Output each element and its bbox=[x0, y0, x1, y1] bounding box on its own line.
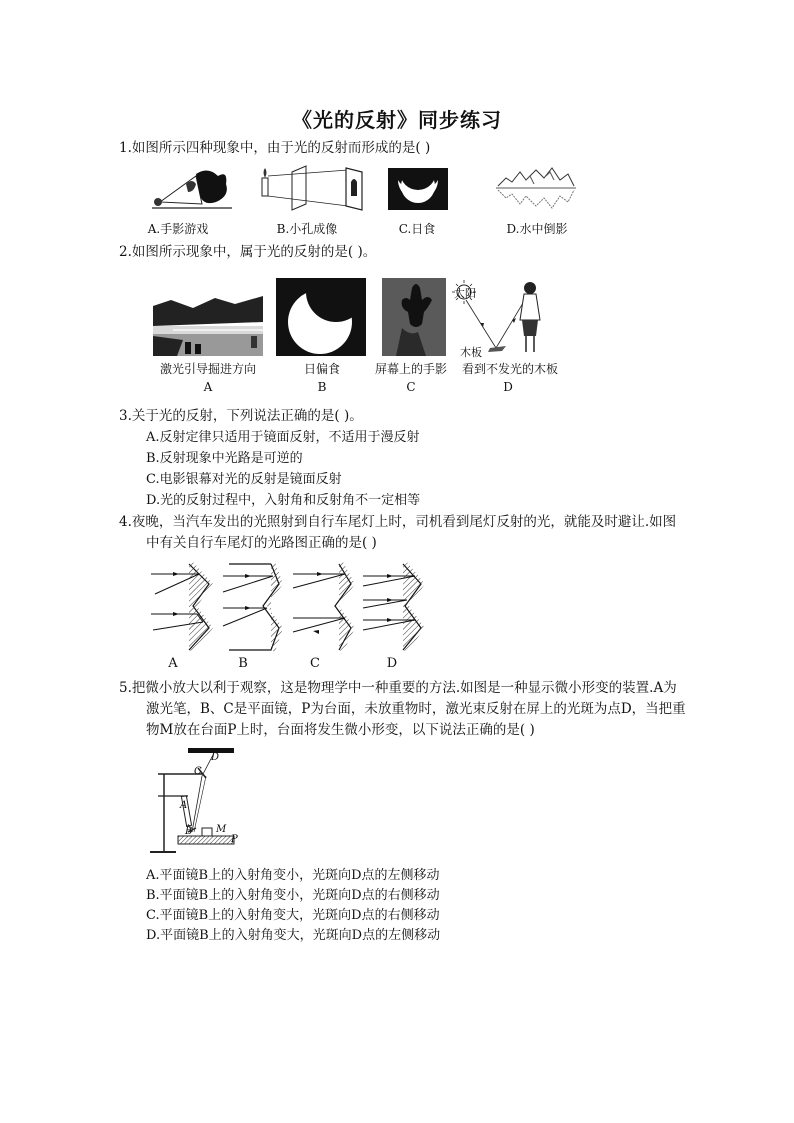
q2-caption-d: 看到不发光的木板 bbox=[461, 362, 558, 376]
question-5-stem-line-3: 物M放在台面P上时，台面将发生微小形变，以下说法正确的是( ) bbox=[146, 722, 535, 738]
question-3-stem: 3.关于光的反射，下列说法正确的是( )。 bbox=[119, 408, 363, 424]
q1-figure-a-hand-shadow bbox=[152, 166, 232, 212]
question-4-stem-line-2: 中有关自行车尾灯的光路图正确的是( ) bbox=[146, 535, 377, 551]
q1-caption-b: B.小孔成像 bbox=[276, 222, 338, 236]
question-5-stem-line-1: 5.把微小放大以利于观察，这是物理学中一种重要的方法.如图是一种显示微小形变的装置.A为 bbox=[119, 680, 677, 696]
q5-option-b: B.平面镜B上的入射角变小，光斑向D点的右侧移动 bbox=[146, 888, 440, 903]
q5-label-c: C bbox=[194, 766, 202, 777]
q5-figure-deformation-apparatus bbox=[144, 744, 244, 858]
question-2-stem: 2.如图所示现象中，属于光的反射的是( )。 bbox=[119, 244, 377, 260]
q2-letter-d: D bbox=[503, 380, 513, 394]
q2-letter-a: A bbox=[203, 380, 213, 394]
q4-figure-tail-light-diagrams bbox=[145, 560, 427, 658]
question-5-stem-line-2: 激光笔，B、C是平面镜，P为台面，未放重物时，激光束反射在屏上的光斑为点D，当把重 bbox=[146, 701, 686, 717]
page-title: 《光的反射》同步练习 bbox=[292, 108, 502, 132]
q3-option-c: C.电影银幕对光的反射是镜面反射 bbox=[146, 472, 342, 487]
q5-option-a: A.平面镜B上的入射角变小，光斑向D点的左侧移动 bbox=[146, 868, 440, 883]
q5-label-d: D bbox=[211, 752, 220, 763]
q2-figure-a-laser-tunnel bbox=[153, 296, 263, 356]
question-4-stem-line-1: 4.夜晚，当汽车发出的光照射到自行车尾灯上时，司机看到尾灯反射的光，就能及时避让.如图 bbox=[119, 514, 677, 530]
q4-letter-c: C bbox=[310, 656, 320, 671]
q3-option-a: A.反射定律只适用于镜面反射，不适用于漫反射 bbox=[146, 430, 420, 445]
q2-figure-c-hand-shadow bbox=[382, 278, 446, 356]
q2-letter-b: B bbox=[317, 380, 327, 394]
q5-label-m: M bbox=[216, 824, 227, 835]
q1-caption-a: A.手影游戏 bbox=[147, 222, 209, 236]
q2-label-sun: 太阳 bbox=[454, 287, 476, 300]
q5-label-b: B bbox=[185, 826, 193, 837]
q1-figure-d-reflection-in-water bbox=[496, 166, 576, 212]
q1-caption-c: C.日食 bbox=[398, 222, 436, 236]
q4-letter-d: D bbox=[386, 656, 398, 671]
q2-caption-b: 日偏食 bbox=[303, 362, 340, 376]
question-1-stem: 1.如图所示四种现象中，由于光的反射而形成的是( ) bbox=[119, 140, 431, 156]
q5-option-d: D.平面镜B上的入射角变大，光斑向D点的左侧移动 bbox=[146, 928, 441, 943]
q5-label-a: A bbox=[180, 800, 188, 811]
q2-letter-c: C bbox=[406, 380, 416, 394]
q1-caption-d: D.水中倒影 bbox=[506, 222, 568, 236]
q2-caption-a: 激光引导掘进方向 bbox=[159, 362, 256, 376]
q1-figure-c-solar-eclipse bbox=[388, 168, 448, 210]
q2-label-board: 木板 bbox=[460, 346, 482, 359]
q4-letter-b: B bbox=[238, 656, 248, 671]
q3-option-b: B.反射现象中光路是可逆的 bbox=[146, 451, 303, 466]
q1-figure-b-pinhole bbox=[258, 164, 368, 212]
q5-label-p: P bbox=[231, 834, 238, 845]
q4-letter-a: A bbox=[168, 656, 178, 671]
q2-caption-c: 屏幕上的手影 bbox=[374, 362, 447, 376]
q2-figure-b-partial-eclipse bbox=[276, 278, 366, 356]
q3-option-d: D.光的反射过程中，入射角和反射角不一定相等 bbox=[146, 493, 421, 508]
q5-option-c: C.平面镜B上的入射角变大，光斑向D点的右侧移动 bbox=[146, 908, 440, 923]
